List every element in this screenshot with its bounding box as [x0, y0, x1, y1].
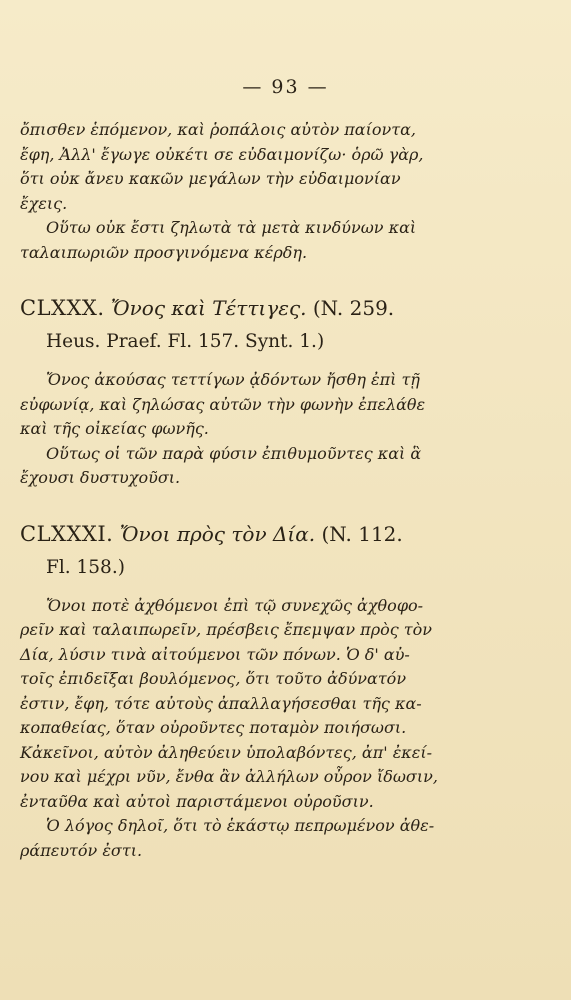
fable-heading-181 [20, 518, 460, 584]
intro-paragraph [20, 118, 460, 216]
text-line: ἔφη, Ἀλλ' ἔγωγε οὐκέτι σε εὐδαιμονίζω· ὁρῶ γὰρ, [20, 144, 424, 164]
text-line: ὄπισθεν ἑπόμενον, καὶ ῥοπάλοις αὐτὸν παίοντα, [20, 120, 416, 139]
page-number: — 93 — [242, 76, 329, 98]
text-line: ράπευτόν ἐστι. [20, 840, 143, 860]
fable-heading-180 [20, 292, 460, 358]
text-line: Δία, λύσιν τινὰ αἰτούμενοι τῶν πόνων. Ὁ δ' αὐ- [20, 644, 410, 664]
fable-title: Ὄνος καὶ Τέττιγες. [110, 296, 307, 320]
text-line: ἔχεις. [20, 193, 68, 213]
fable-moral-180 [20, 442, 460, 491]
text-line: εὐφωνίᾳ, καὶ ζηλώσας αὐτῶν τὴν φωνὴν ἐπελάθε [20, 394, 426, 414]
text-line: Ὄνος ἀκούσας τεττίγων ᾀδόντων ἤσθη ἐπὶ τῇ [46, 370, 420, 389]
text-line: ὅτι οὐκ ἄνευ κακῶν μεγάλων τὴν εὐδαιμονίαν [20, 169, 401, 188]
text-line: τοῖς ἐπιδεῖξαι βουλόμενος, ὅτι τοῦτο ἀδύνατόν [20, 669, 407, 688]
fable-reference-continued: Heus. Praef. Fl. 157. Synt. 1.) [46, 331, 325, 352]
text-line: ταλαιπωριῶν προσγινόμενα κέρδη. [20, 242, 308, 262]
fable-number: CLXXXI. [20, 521, 114, 546]
fable-reference-continued: Fl. 158.) [46, 556, 125, 578]
fable-reference: (N. 112. [321, 521, 403, 546]
text-line: Κἀκεῖνοι, αὐτὸν ἀληθεύειν ὑπολαβόντες, ἀπ' ἐκεί- [20, 742, 433, 762]
text-line: ἐνταῦθα καὶ αὐτοὶ παριστάμενοι οὐροῦσιν. [20, 791, 374, 811]
fable-text-180 [20, 368, 460, 442]
intro-moral [20, 216, 460, 265]
fable-text-181 [20, 594, 460, 815]
page-body [20, 118, 460, 863]
text-line: Ὁ λόγος δηλοῖ, ὅτι τὸ ἑκάστῳ πεπρωμένον ἀθε- [46, 816, 435, 835]
fable-moral-181 [20, 814, 460, 863]
text-line: ἐστιν, ἔφη, τότε αὐτοὺς ἀπαλλαγήσεσθαι τῆς κα- [20, 693, 422, 713]
text-line: Οὕτω οὐκ ἔστι ζηλωτὰ τὰ μετὰ κινδύνων καὶ [46, 218, 417, 237]
fable-number: CLXXX. [20, 296, 105, 320]
fable-title: Ὄνοι πρὸς τὸν Δία. [119, 521, 316, 546]
text-line: κοπαθείας, ὅταν οὐροῦντες ποταμὸν ποιήσωσι. [20, 718, 407, 737]
text-line: νου καὶ μέχρι νῦν, ἔνθα ἂν ἀλλήλων οὖρον ἴδωσιν, [20, 767, 438, 786]
fable-reference: (N. 259. [312, 296, 395, 320]
text-line: καὶ τῆς οἰκείας φωνῆς. [20, 419, 209, 438]
text-line: ἔχουσι δυστυχοῦσι. [20, 468, 181, 487]
text-line: Οὕτως οἱ τῶν παρὰ φύσιν ἐπιθυμοῦντες καὶ ἃ [46, 443, 422, 463]
text-line: Ὄνοι ποτὲ ἀχθόμενοι ἐπὶ τῷ συνεχῶς ἀχθοφο- [46, 595, 424, 615]
text-line: ρεῖν καὶ ταλαιπωρεῖν, πρέσβεις ἔπεμψαν πρὸς τὸν [20, 620, 432, 639]
